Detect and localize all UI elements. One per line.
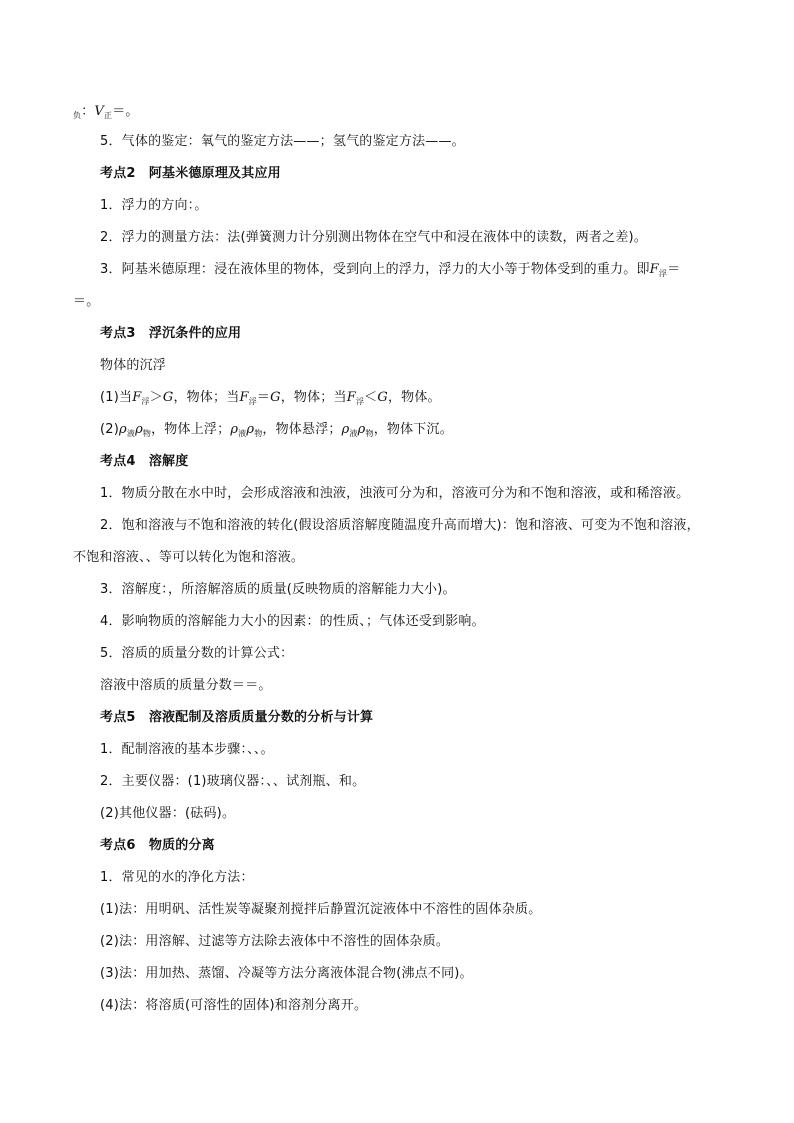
line-method-distillation: (3)法：用加热、蒸馏、冷凝等方法分离液体混合物(沸点不同)。 [100, 966, 473, 981]
line-volume-ratio: $_负$：$V_正=$。 [73, 104, 139, 120]
line-method-sedimentation: (1)法：用明矾、活性炭等凝聚剂搅拌后静置沉淀液体中不溶性的固体杂质。 [100, 902, 542, 917]
heading-float-sink: 考点3 浮沉条件的应用 [100, 326, 242, 341]
line-glass-instruments: 2．主要仪器：(1)玻璃仪器：、、试剂瓶、和。 [100, 774, 366, 789]
line-saturation-continued: 不饱和溶液、、等可以转化为饱和溶液。 [73, 550, 305, 565]
variable-f: F [649, 262, 659, 277]
line-float-condition-force: (1)当$F_浮>G$，物体；当$F_浮=G$，物体；当$F_浮<G$，物体。 [100, 390, 441, 406]
line-solubility-factors: 4．影响物质的溶解能力大小的因素：的性质、；气体还受到影响。 [100, 614, 485, 629]
line-archimedes-principle: 3．阿基米德原理：浸在液体里的物体，受到向上的浮力，浮力的大小等于物体受到的重力。即$F_浮=$ [100, 262, 681, 278]
subscript-positive: 正 [104, 111, 113, 120]
line-float-sink-intro: 物体的沉浮 [100, 358, 167, 373]
line-other-instruments: (2)其他仪器：(砝码)。 [100, 806, 236, 821]
line-preparation-steps: 1．配制溶液的基本步骤：、、。 [100, 742, 274, 757]
line-float-condition-density: $(2)\rho_液\rho_物$，物体上浮；$\rho_液\rho_物$，物体悬浮；$\rho_液\rho_物$，物体下沉。 [100, 422, 453, 438]
line-mass-fraction-equation: 溶液中溶质的质量分数＝＝。 [100, 678, 272, 693]
line-archimedes-continued: ＝。 [73, 294, 100, 309]
line-method-filtration: (2)法：用溶解、过滤等方法除去液体中不溶性的固体杂质。 [100, 934, 450, 949]
heading-solution-preparation: 考点5 溶液配制及溶质质量分数的分析与计算 [100, 710, 374, 725]
line-buoyancy-measure: 2．浮力的测量方法：法(弹簧测力计分别测出物体在空气中和浸在液体中的读数，两者之差)。 [100, 230, 648, 245]
line-buoyancy-direction: 1．浮力的方向：。 [100, 198, 208, 213]
line-saturation-conversion: 2．饱和溶液与不饱和溶液的转化(假设溶质溶解度随温度升高而增大)：饱和溶液、可变为不饱和溶液， [100, 518, 700, 533]
heading-archimedes: 考点2 阿基米德原理及其应用 [100, 166, 281, 181]
line-mass-fraction-formula: 5．溶质的质量分数的计算公式： [100, 646, 294, 661]
variable-v: V [94, 104, 104, 119]
line-gas-identification: 5．气体的鉴定：氧气的鉴定方法——；氢气的鉴定方法——。 [100, 134, 465, 149]
subscript-negative: 负 [73, 111, 82, 120]
line-purification-intro: 1．常见的水的净化方法： [100, 870, 254, 885]
line-solution-types: 1．物质分散在水中时，会形成溶液和浊液，浊液可分为和，溶液可分为和不饱和溶液，或和稀溶液。 [100, 486, 690, 501]
line-method-evaporation: (4)法：将溶质(可溶性的固体)和溶剂分离开。 [100, 998, 368, 1013]
heading-separation: 考点6 物质的分离 [100, 838, 215, 853]
heading-solubility: 考点4 溶解度 [100, 454, 189, 469]
line-solubility-definition: 3．溶解度：，所溶解溶质的质量(反映物质的溶解能力大小)。 [100, 582, 456, 597]
